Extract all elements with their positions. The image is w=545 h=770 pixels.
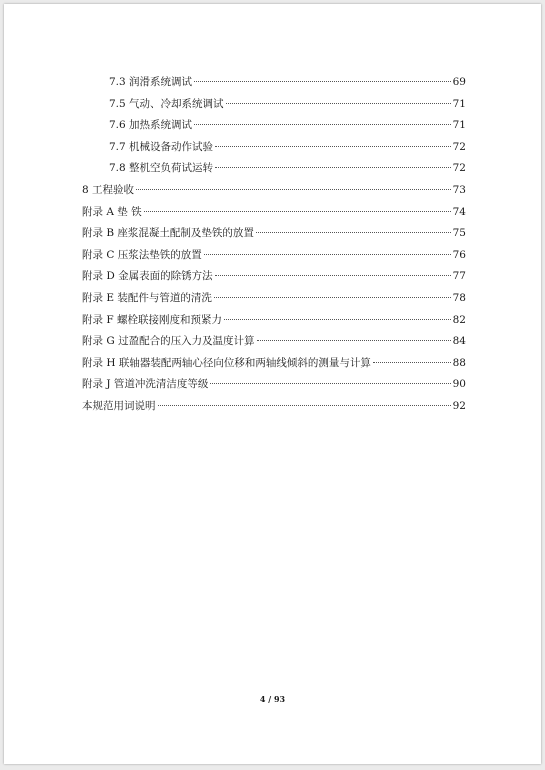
toc-entry[interactable]: [82, 353, 466, 375]
toc-entry-label: 7.7 机械设备动作试验: [109, 140, 214, 153]
toc-dot-leader: [373, 362, 451, 363]
document-page: [4, 4, 541, 764]
toc-dot-leader: [204, 254, 451, 255]
toc-entry-page: 74: [452, 205, 466, 218]
toc-entry-label: 附录 B 座浆混凝土配制及垫铁的放置: [82, 227, 254, 240]
toc-entry[interactable]: [82, 266, 466, 288]
toc-entry[interactable]: [82, 331, 466, 353]
toc-entry-page: 71: [452, 97, 466, 110]
toc-dot-leader: [215, 167, 451, 168]
toc-entry-page: 72: [452, 140, 466, 153]
toc-entry-page: 88: [452, 356, 466, 369]
toc-dot-leader: [226, 103, 451, 104]
toc-entry[interactable]: [82, 137, 466, 159]
toc-entry[interactable]: [82, 72, 466, 94]
toc-dot-leader: [215, 275, 451, 276]
toc-entry-page: 84: [452, 335, 466, 348]
toc-entry-page: 72: [452, 162, 466, 175]
toc-entry-label: 7.6 加热系统调试: [109, 119, 193, 132]
toc-entry-page: 75: [452, 227, 466, 240]
toc-entry-label: 附录 C 压浆法垫铁的放置: [82, 248, 202, 261]
toc-dot-leader: [194, 124, 451, 125]
toc-entry[interactable]: [82, 115, 466, 137]
toc-entry-label: 附录 G 过盈配合的压入力及温度计算: [82, 335, 255, 348]
table-of-contents: [82, 72, 466, 418]
toc-entry-label: 本规范用词说明: [82, 399, 156, 412]
toc-dot-leader: [215, 146, 451, 147]
toc-entry[interactable]: [82, 180, 466, 202]
toc-entry-label: 7.3 润滑系统调试: [109, 76, 193, 88]
toc-dot-leader: [214, 297, 451, 298]
toc-entry-label: 8 工程验收: [82, 183, 135, 196]
toc-entry-page: 90: [452, 378, 466, 391]
toc-dot-leader: [144, 211, 451, 212]
toc-entry-label: 7.5 气动、冷却系统调试: [109, 97, 224, 110]
toc-entry[interactable]: [82, 202, 466, 224]
toc-entry[interactable]: [82, 396, 466, 418]
toc-entry[interactable]: [82, 158, 466, 180]
toc-entry-page: 82: [452, 313, 466, 326]
toc-entry-page: 76: [452, 248, 466, 261]
toc-entry-label: 附录 J 管道冲洗清洁度等级: [82, 378, 209, 391]
toc-entry[interactable]: [82, 223, 466, 245]
toc-entry-label: 附录 E 装配件与管道的清洗: [82, 291, 212, 304]
toc-dot-leader: [256, 232, 451, 233]
toc-entry[interactable]: [82, 310, 466, 332]
toc-dot-leader: [194, 81, 451, 82]
toc-dot-leader: [136, 189, 451, 190]
toc-dot-leader: [257, 340, 451, 341]
toc-entry-page: 77: [452, 270, 466, 283]
toc-entry[interactable]: [82, 374, 466, 396]
toc-entry[interactable]: [82, 94, 466, 116]
toc-entry-label: 附录 F 螺栓联接刚度和预紧力: [82, 313, 222, 326]
toc-entry-page: 92: [452, 399, 466, 412]
toc-entry-label: 附录 D 金属表面的除锈方法: [82, 270, 213, 283]
toc-entry-page: 73: [452, 183, 466, 196]
toc-entry-label: 7.8 整机空负荷试运转: [109, 162, 214, 175]
toc-entry-page: 71: [452, 119, 466, 132]
toc-entry[interactable]: [82, 245, 466, 267]
toc-entry-page: 78: [452, 291, 466, 304]
toc-entry-label: 附录 H 联轴器装配两轴心径向位移和两轴线倾斜的测量与计算: [82, 356, 371, 369]
toc-entry[interactable]: [82, 288, 466, 310]
toc-dot-leader: [210, 383, 450, 384]
toc-entry-page: 69: [452, 76, 466, 88]
toc-dot-leader: [158, 405, 451, 406]
page-number-footer: 4 / 93: [259, 694, 286, 704]
toc-dot-leader: [224, 319, 451, 320]
toc-entry-label: 附录 A 垫 铁: [82, 205, 142, 218]
